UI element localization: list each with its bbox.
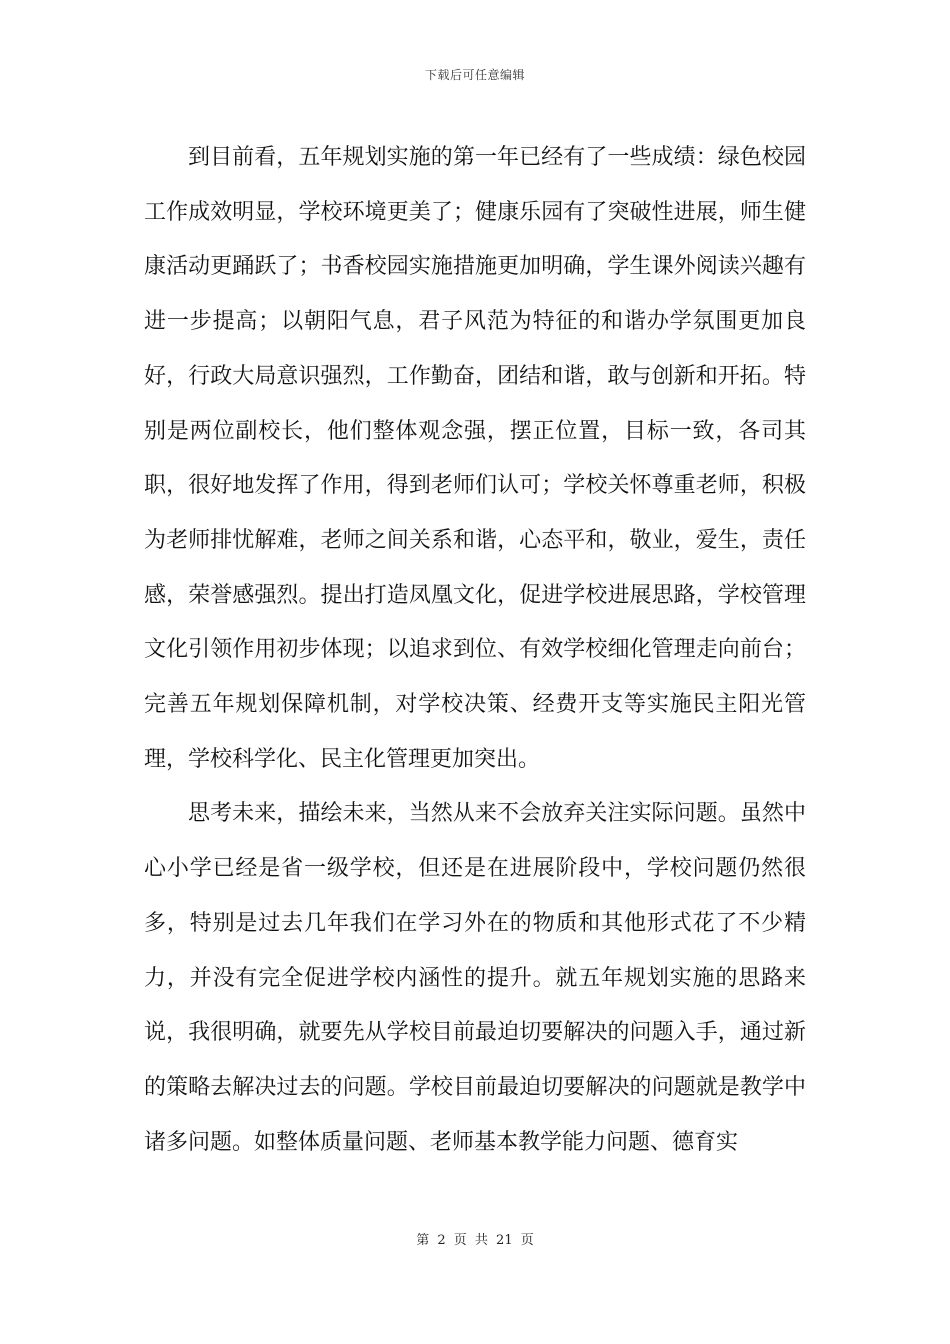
paragraph-achievements: 到目前看，五年规划实施的第一年已经有了一些成绩：绿色校园工作成效明显，学校环境更美了；健康乐园有了突破性进展，师生健康活动更踊跃了；书香校园实施措施更加明确，学生课外阅读兴趣有进一步提高；以朝阳气息，君子风范为特征的和谐办学氛围更加良好，行政大局意识强烈，工作勤奋，团结和谐，敢与创新和开拓。特别是两位副校长，他们整体观念强，摆正位置，目标一致，各司其职，很好地发挥了作用，得到老师们认可；学校关怀尊重老师，积极为老师排忧解难，老师之间关系和谐，心态平和，敬业，爱生，责任感，荣誉感强烈。提出打造凤凰文化，促进学校进展思路，学校管理文化引领作用初步体现；以追求到位、有效学校细化管理走向前台；完善五年规划保障机制，对学校决策、经费开支等实施民主阳光管理，学校科学化、民主化管理更加突出。 xyxy=(144,145,806,772)
document-body xyxy=(144,131,806,1170)
page-header: 下载后可任意编辑 xyxy=(424,68,525,82)
paragraph-future-problems: 思考未来，描绘未来，当然从来不会放弃关注实际问题。虽然中心小学已经是省一级学校，但还是在进展阶段中，学校问题仍然很多，特别是过去几年我们在学习外在的物质和其他形式花了不少精力，并没有完全促进学校内涵性的提升。就五年规划实施的思路来说，我很明确，就要先从学校目前最迫切要解决的问题入手，通过新的策略去解决过去的问题。学校目前最迫切要解决的问题就是教学中诸多问题。如整体质量问题、老师基本教学能力问题、德育实 xyxy=(144,801,806,1155)
page-number-footer: 第 2 页 共 21 页 xyxy=(416,1233,534,1248)
